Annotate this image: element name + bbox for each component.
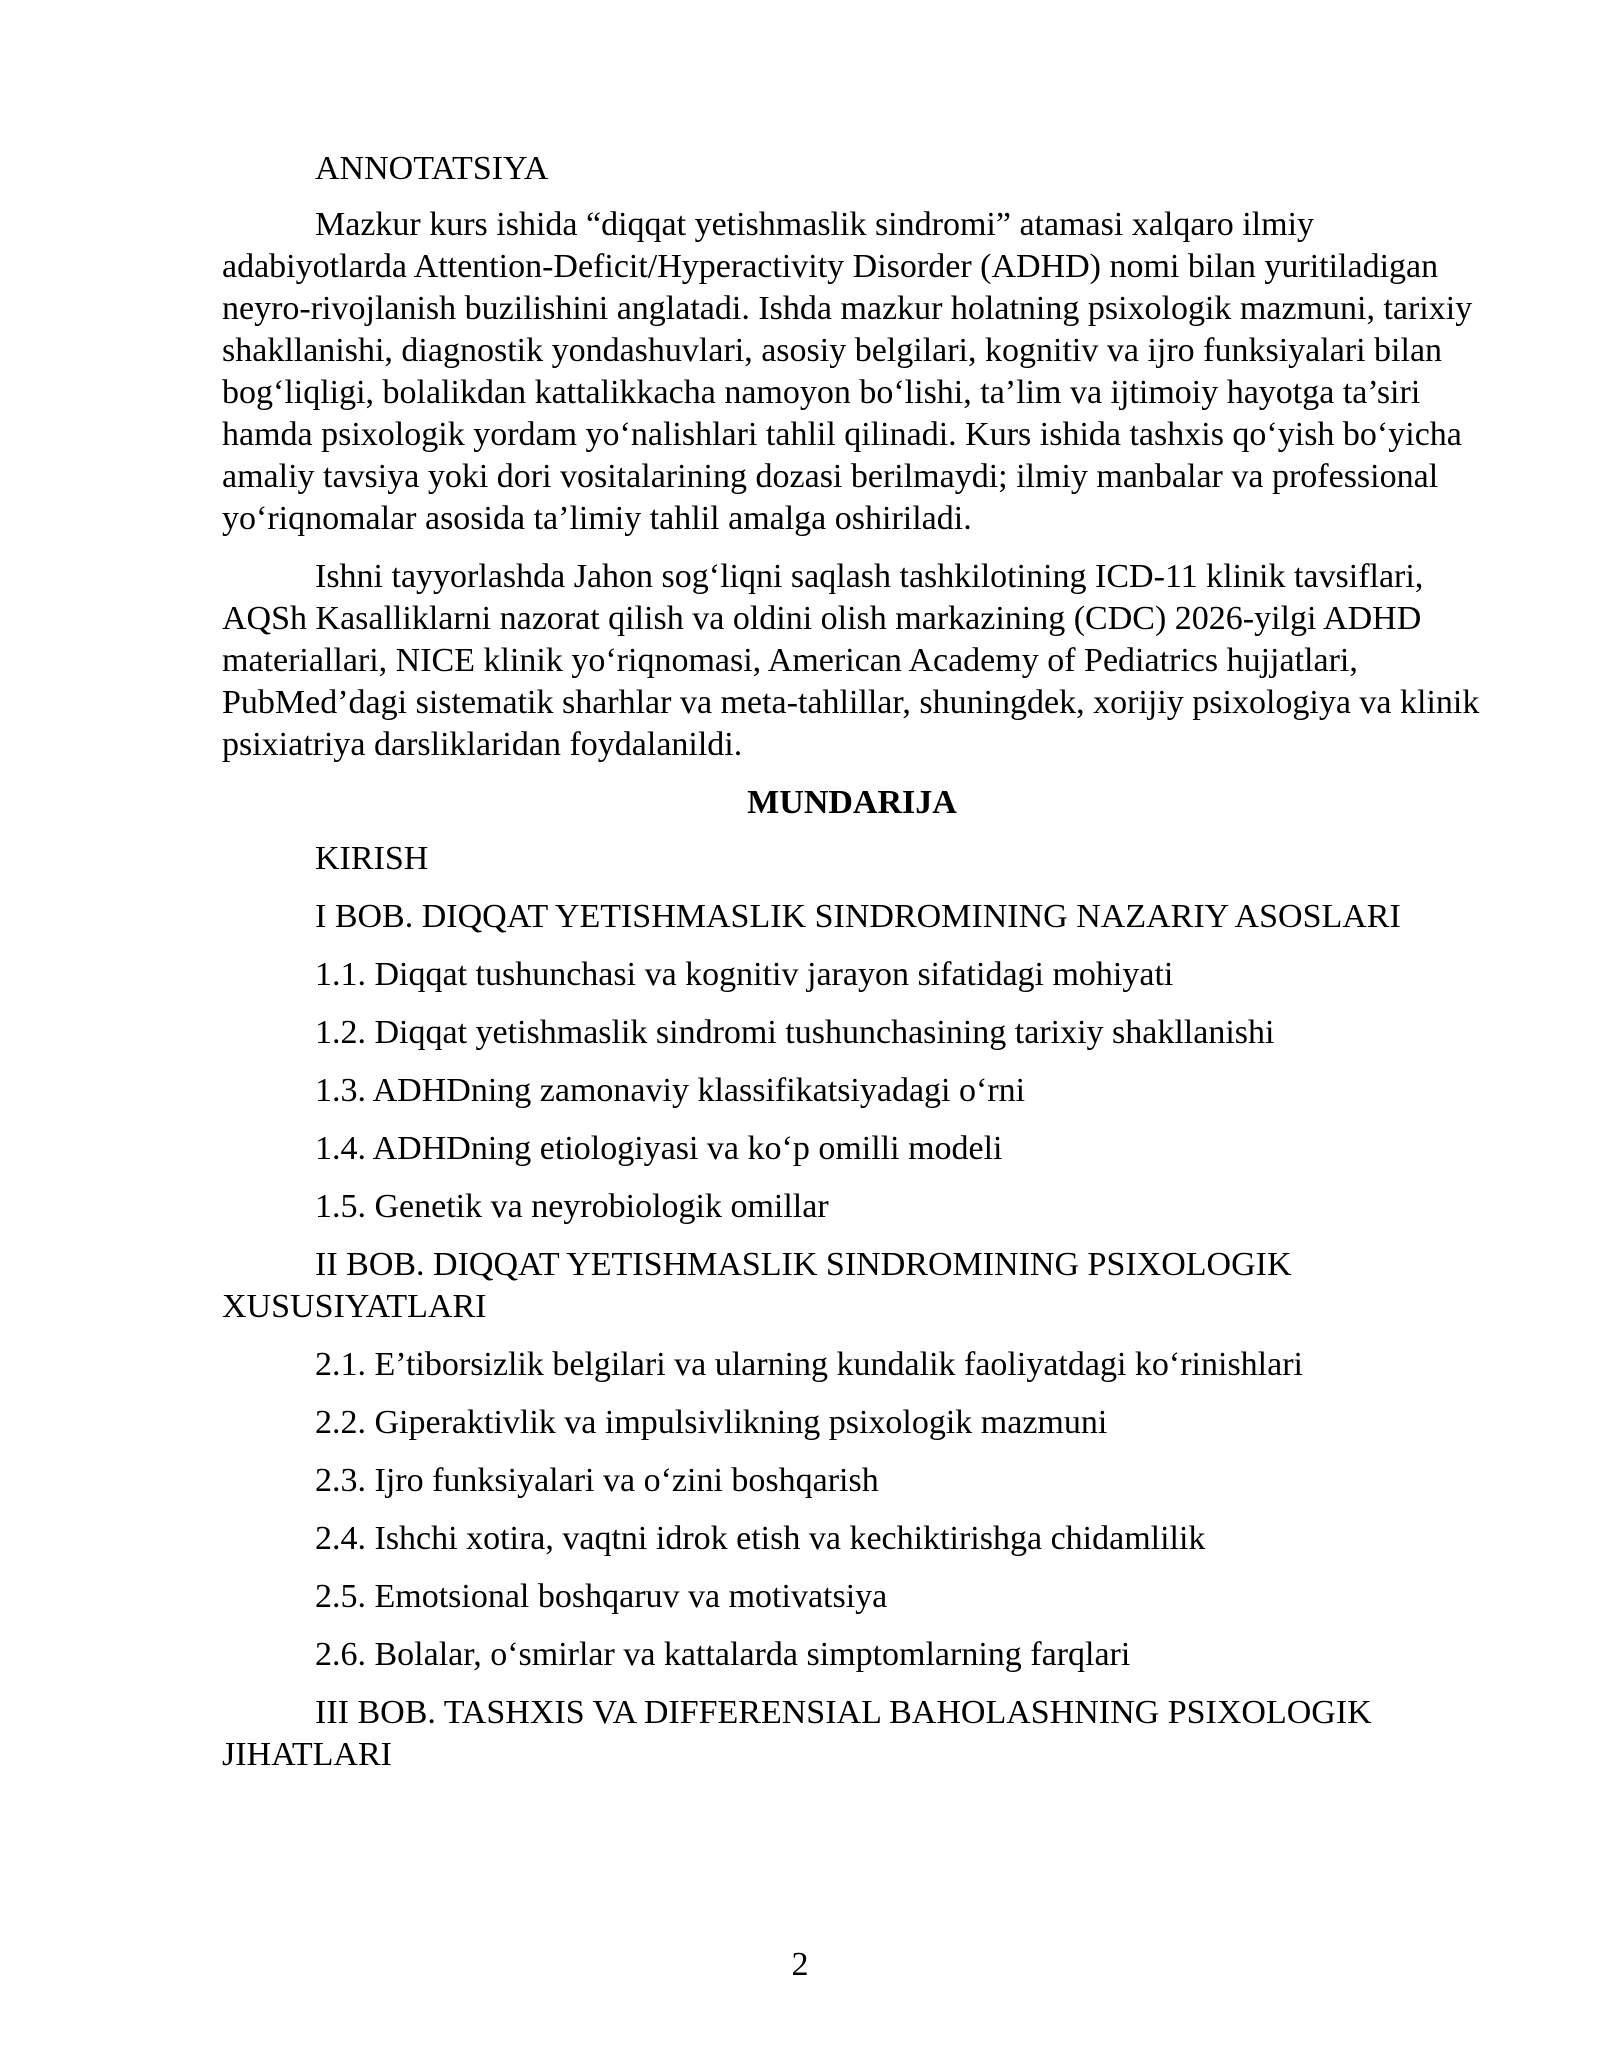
toc-section-1-1: 1.1. Diqqat tushunchasi va kognitiv jarayon sifatidagi mohiyati bbox=[315, 956, 1174, 993]
toc-section-2-3: 2.3. Ijro funksiyalari va o‘zini boshqarish bbox=[315, 1462, 879, 1499]
document-page bbox=[222, 148, 1482, 1792]
toc-section-1-3: 1.3. ADHDning zamonaviy klassifikatsiyadagi o‘rni bbox=[315, 1072, 1026, 1109]
toc-section-2-4: 2.4. Ishchi xotira, vaqtni idrok etish va kechiktirishga chidamlilik bbox=[315, 1520, 1206, 1557]
annotation-paragraph-2: Ishni tayyorlashda Jahon sog‘liqni saqlash tashkilotining ICD-11 klinik tavsiflari, AQSh Kasalliklarni nazorat qilish va oldini olish markazining (CDC) 2026-yilgi ADHD materiallari, NICE klinik yo‘riqnomasi, American Academy of Pediatrics hujjatlari, PubMed’dagi sistematik sharhlar va meta-tahlillar, shuningdek, xorijiy psixologiya va klinik psixiatriya darsliklaridan foydalanildi. bbox=[222, 558, 1480, 763]
toc-section-1-5: 1.5. Genetik va neyrobiologik omillar bbox=[315, 1188, 829, 1225]
annotation-title: ANNOTATSIYA bbox=[315, 150, 549, 187]
annotation-paragraph-1: Mazkur kurs ishida “diqqat yetishmaslik sindromi” atamasi xalqaro ilmiy adabiyotlarda Attention-Deficit/Hyperactivity Disorder (ADHD) nomi bilan yuritiladigan neyro-rivojlanish buzilishini anglatadi. Ishda mazkur holatning psixologik mazmuni, tarixiy shakllanishi, diagnostik yondashuvlari, asosiy belgilari, kognitiv va ijro funksiyalari bilan bog‘liqligi, bolalikdan kattalikkacha namoyon bo‘lishi, ta’lim va ijtimoiy hayotga ta’siri hamda psixologik yordam yo‘nalishlari tahlil qilinadi. Kurs ishida tashxis qo‘yish bo‘yicha amaliy tavsiya yoki dori vositalarining dozasi berilmaydi; ilmiy manbalar va professional yo‘riqnomalar asosida ta’limiy tahlil amalga oshiriladi. bbox=[222, 206, 1473, 537]
toc-section-1-2: 1.2. Diqqat yetishmaslik sindromi tushunchasining tarixiy shakllanishi bbox=[315, 1014, 1275, 1051]
toc-section-1-4: 1.4. ADHDning etiologiyasi va ko‘p omilli modeli bbox=[315, 1130, 1003, 1167]
toc-section-2-5: 2.5. Emotsional boshqaruv va motivatsiya bbox=[315, 1578, 888, 1615]
toc-intro: KIRISH bbox=[315, 840, 429, 877]
toc-section-2-1: 2.1. E’tiborsizlik belgilari va ularning kundalik faoliyatdagi ko‘rinishlari bbox=[315, 1346, 1303, 1383]
page-number: 2 bbox=[791, 1946, 809, 1983]
toc-section-2-2: 2.2. Giperaktivlik va impulsivlikning psixologik mazmuni bbox=[315, 1404, 1108, 1441]
contents-title: MUNDARIJA bbox=[747, 784, 957, 821]
toc-chapter-2: II BOB. DIQQAT YETISHMASLIK SINDROMINING PSIXOLOGIK XUSUSIYATLARI bbox=[222, 1246, 1292, 1325]
toc-chapter-1: I BOB. DIQQAT YETISHMASLIK SINDROMINING NAZARIY ASOSLARI bbox=[315, 898, 1401, 935]
toc-section-2-6: 2.6. Bolalar, o‘smirlar va kattalarda simptomlarning farqlari bbox=[315, 1636, 1131, 1673]
toc-chapter-3: III BOB. TASHXIS VA DIFFERENSIAL BAHOLASHNING PSIXOLOGIK JIHATLARI bbox=[222, 1694, 1372, 1773]
